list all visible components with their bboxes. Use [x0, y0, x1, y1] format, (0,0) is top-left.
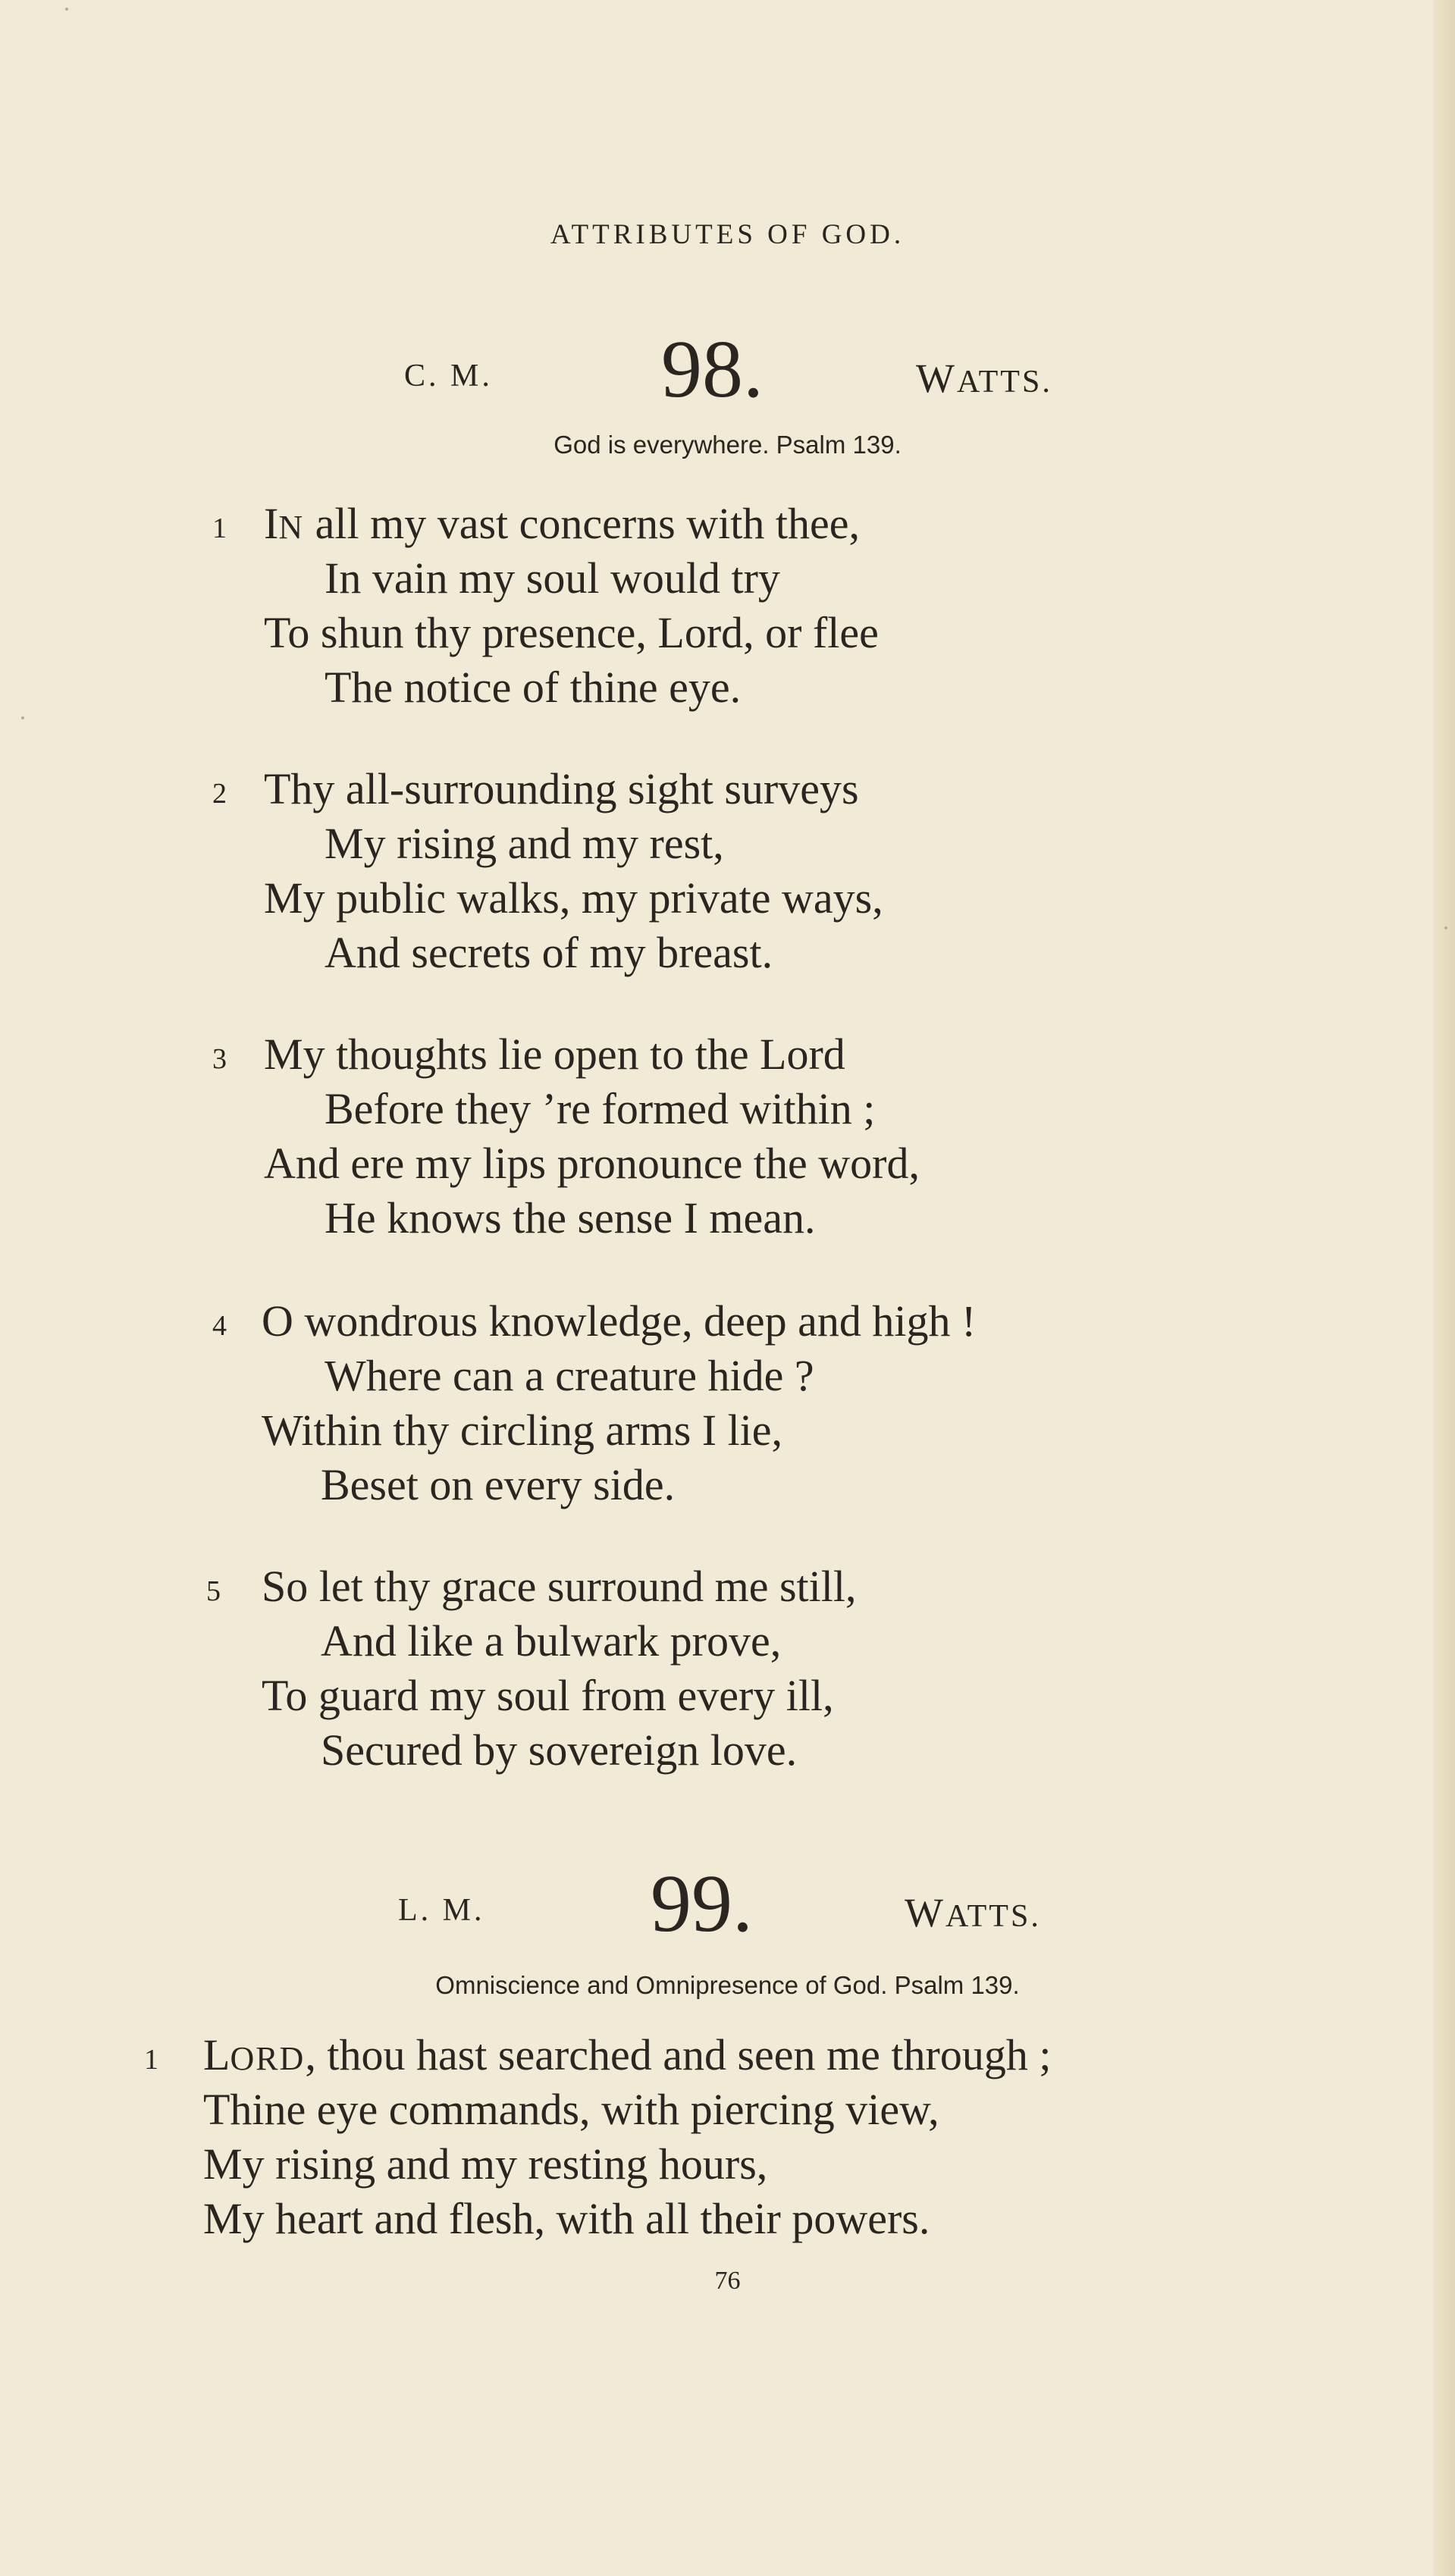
verse-number: 4 [212, 1310, 227, 1342]
verse-line: My rising and my resting hours, [203, 2139, 768, 2189]
verse-line: My heart and flesh, with all their powers. [203, 2194, 930, 2243]
verse-line: Thine eye commands, with piercing view, [203, 2085, 939, 2134]
verse-line: IN all my vast concerns with thee, [264, 499, 860, 548]
running-head: ATTRIBUTES OF GOD. [550, 219, 905, 250]
hymn-meter: L. M. [398, 1893, 485, 1928]
verse-line: Within thy circling arms I lie, [262, 1406, 783, 1455]
verse-line: To shun thy presence, Lord, or flee [264, 608, 879, 657]
verse-line: In vain my soul would try [325, 553, 780, 603]
verse-line: LORD, thou hast searched and seen me through ; [203, 2030, 1052, 2079]
hymn-subtitle: Omniscience and Omnipresence of God. Psalm 139. [435, 1971, 1020, 1999]
hymn-number: 99. [651, 1859, 753, 1949]
verse-line: And secrets of my breast. [325, 928, 773, 977]
verse-number: 1 [144, 2044, 158, 2076]
verse-line: My thoughts lie open to the Lord [264, 1029, 845, 1079]
page-speck [1444, 926, 1447, 929]
page-number: 76 [714, 2267, 741, 2295]
page-speck [65, 8, 68, 11]
hymn-98-header [0, 318, 1455, 415]
verse-line: So let thy grace surround me still, [262, 1562, 857, 1611]
hymn-subtitle: God is everywhere. Psalm 139. [553, 431, 902, 459]
verse-line: He knows the sense I mean. [325, 1193, 816, 1243]
verse-number: 2 [212, 778, 227, 810]
verse-line: Where can a creature hide ? [325, 1351, 814, 1400]
verse-line: Secured by sovereign love. [321, 1725, 798, 1775]
verse-line: My public walks, my private ways, [264, 873, 883, 923]
hymn-author: WATTS. [916, 356, 1052, 401]
verse-number: 1 [212, 512, 227, 544]
page-speck [21, 716, 24, 719]
verse-line: The notice of thine eye. [325, 663, 742, 712]
verse-number: 3 [212, 1043, 227, 1075]
hymn-author: WATTS. [905, 1890, 1041, 1935]
verse-line: To guard my soul from every ill, [262, 1671, 834, 1720]
verse-line: O wondrous knowledge, deep and high ! [262, 1296, 977, 1346]
verse-line: My rising and my rest, [325, 819, 724, 868]
verse-line: And ere my lips pronounce the word, [264, 1139, 920, 1188]
verse-line: Before they ’re formed within ; [325, 1084, 876, 1133]
verse-line: And like a bulwark prove, [321, 1616, 782, 1666]
hymn-meter: C. M. [404, 359, 493, 393]
verse-number: 5 [206, 1575, 221, 1607]
hymn-number: 98. [661, 324, 764, 415]
hymn-99-header [0, 1853, 1455, 1949]
verse-line: Beset on every side. [321, 1460, 676, 1509]
verse-line: Thy all-surrounding sight surveys [264, 764, 859, 813]
